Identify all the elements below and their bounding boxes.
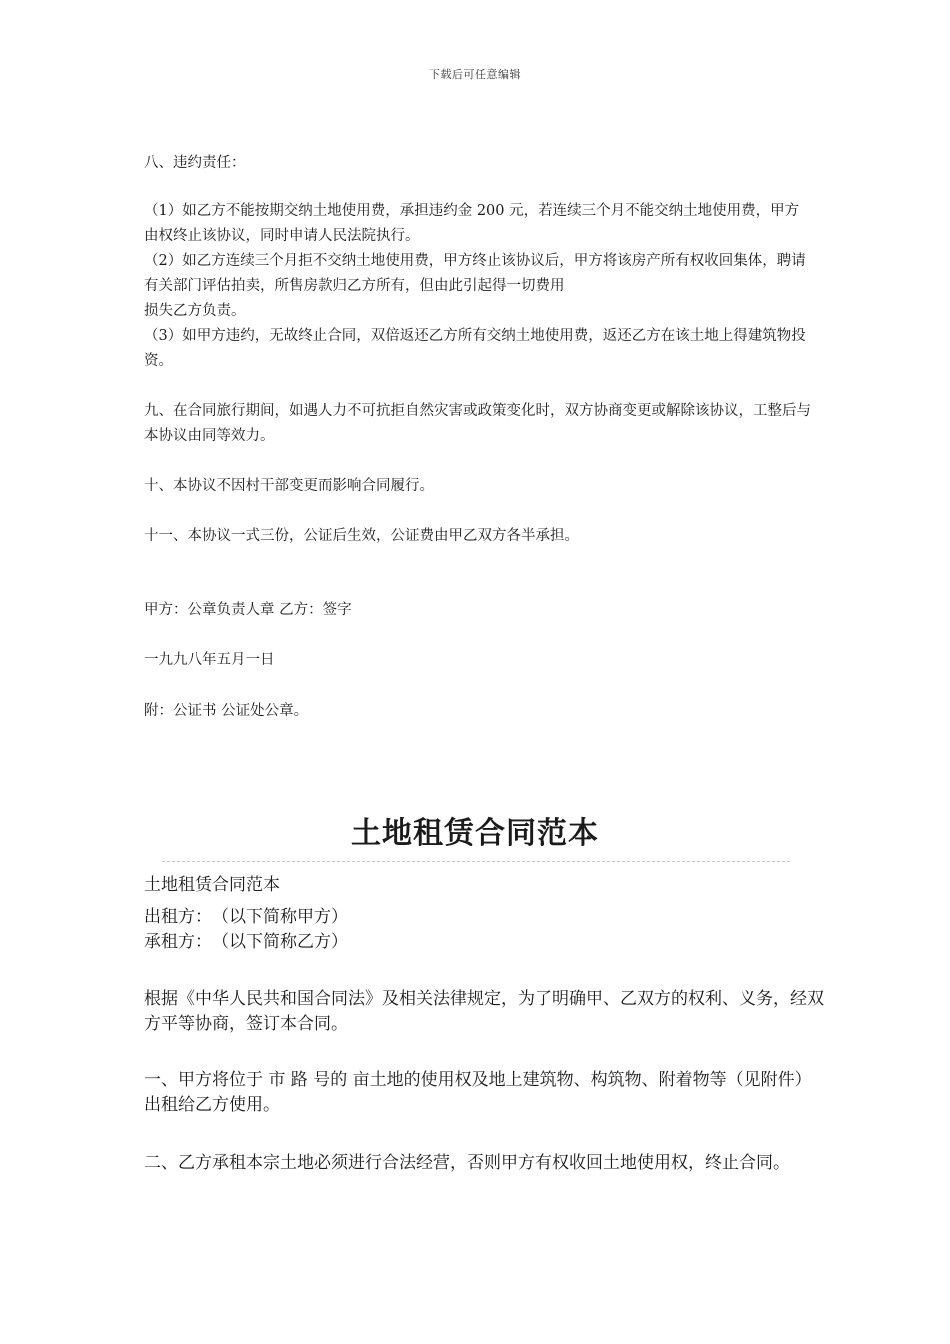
attachment-note: 附：公证书 公证处公章。 xyxy=(144,703,309,719)
section-8-clause-2: （2）如乙方连续三个月拒不交纳土地使用费，甲方终止该协议后，甲方将该房产所有权收回集体，聘请有关部门评估拍卖，所售房款归乙方所有，但由此引起得一切费用 xyxy=(144,253,806,294)
clause-2: 二、乙方承租本宗土地必须进行合法经营，否则甲方有权收回土地使用权，终止合同。 xyxy=(144,1153,790,1173)
section-8-title: 八、违约责任： xyxy=(144,155,246,171)
section-9: 九、在合同旅行期间，如遇人力不可抗拒自然灾害或政策变化时，双方协商变更或解除该协议，工整后与本协议由同等效力。 xyxy=(144,403,811,444)
section-11: 十一、本协议一式三份，公证后生效，公证费由甲乙双方各半承担。 xyxy=(144,528,579,544)
title-divider xyxy=(162,861,790,862)
section-8-clause-1: （1）如乙方不能按期交纳土地使用费，承担违约金 200 元，若连续三个月不能交纳土地使用费，甲方由权终止该协议，同时申请人民法院执行。 xyxy=(144,203,800,244)
page-header-note: 下载后可任意编辑 xyxy=(429,68,521,81)
clause-1: 一、甲方将位于 市 路 号的 亩土地的使用权及地上建筑物、构筑物、附着物等（见附件）出租给乙方使用。 xyxy=(144,1070,812,1115)
signature-date: 一九九八年五月一日 xyxy=(144,652,275,668)
section-10: 十、本协议不因村干部变更而影响合同履行。 xyxy=(144,478,434,494)
document-subtitle: 土地租赁合同范本 xyxy=(144,875,280,895)
section-8-clause-3: （3）如甲方违约，无故终止合同，双倍返还乙方所有交纳土地使用费，返还乙方在该土地上得建筑物投资。 xyxy=(144,328,806,369)
document-title: 土地租赁合同范本 xyxy=(351,816,599,851)
section-8-clause-2-continued: 损失乙方负责。 xyxy=(144,303,246,319)
lessee-line: 承租方： （以下简称乙方） xyxy=(144,932,348,952)
signature-line: 甲方：公章负责人章 乙方：签字 xyxy=(144,602,352,618)
preamble-paragraph: 根据《中华人民共和国合同法》及相关法律规定，为了明确甲、乙双方的权利、义务，经双方平等协商，签订本合同。 xyxy=(144,989,824,1034)
lessor-line: 出租方： （以下简称甲方） xyxy=(144,907,348,927)
